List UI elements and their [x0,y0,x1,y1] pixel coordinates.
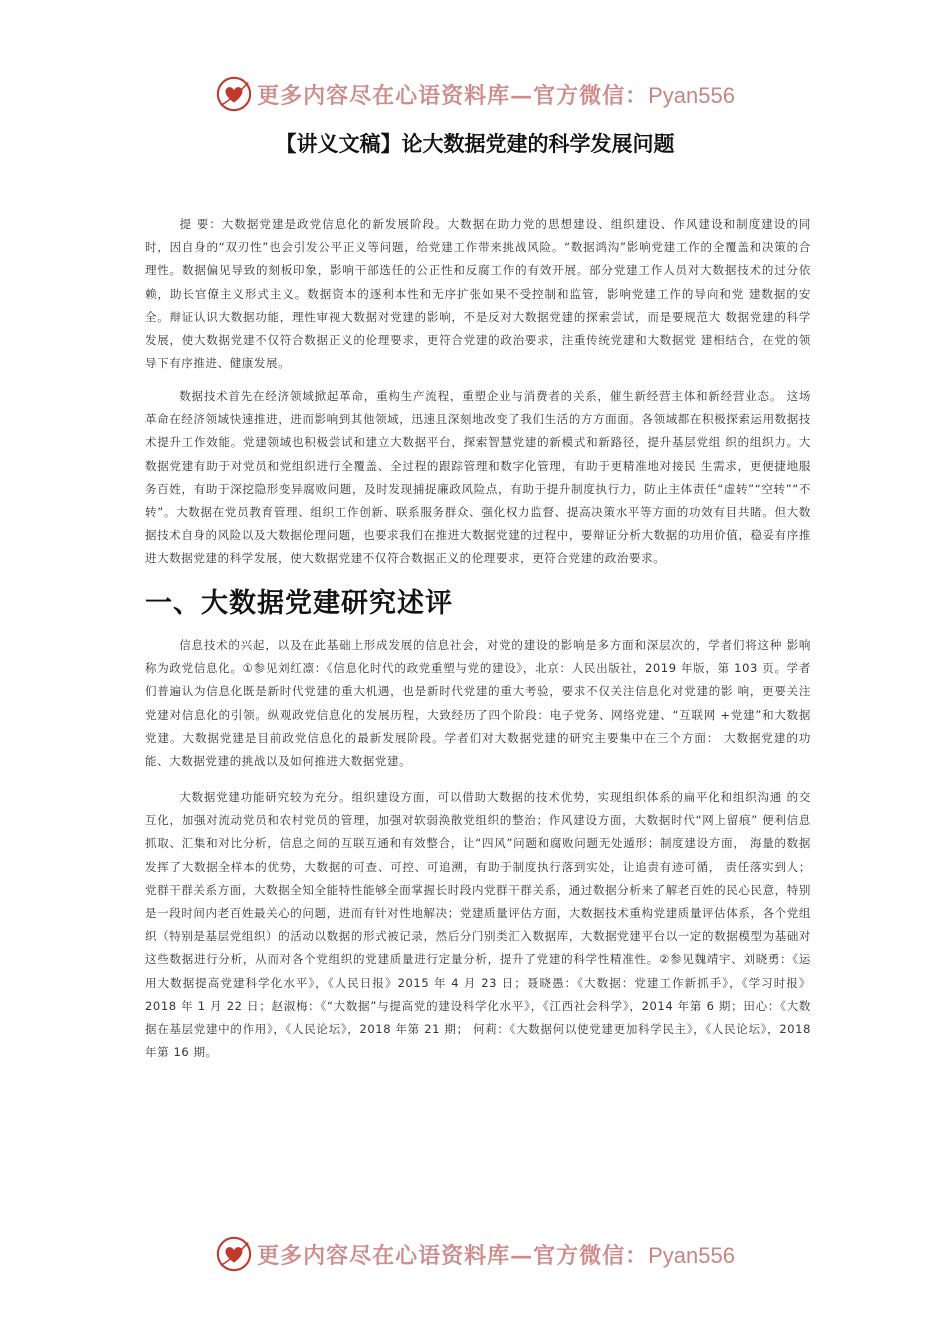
section-heading: 一、大数据党建研究述评 [145,588,453,619]
wechat-id: Pyan556 [648,82,735,108]
watermark-text: 更多内容尽在心语资料库—官方微信：Pyan556 [257,82,735,109]
heart-logo-icon [215,1235,253,1273]
watermark-text: 更多内容尽在心语资料库—官方微信：Pyan556 [257,1242,735,1269]
intro-paragraph: 数据技术首先在经济领域掀起革命，重构生产流程，重塑企业与消费者的关系，催生新经营主体和新经营业态。 这场革命在经济领域快速推进，进而影响到其他领域，迅速且深刻地改变了我们生活的方方面面。各领域都在积极探索运用数据技术提升工作效能。党建领域也积极尝试和建立大数据平台，探索智慧党建的新模式和新路径，提升基层党组 织的组织力。大数据党建有助于对党员和党组织进行全覆盖、全过程的跟踪管理和数字化管理，有助于更精准地对接民 生需求，更便捷地服务百姓，有助于深挖隐形变异腐败问题，及时发现捕捉廉政风险点，有助于提升制度执行力，防止主体责任“虚转”“空转”“不转”。大数据在党员教育管理、组织工作创新、联系服务群众、强化权力监督、提高决策水平等方面的功效有目共睹。但大数据技术自身的风险以及大数据伦理问题，也要求我们在推进大数据党建的过程中，要辩证分析大数据的功用价值，稳妥有序推进大数据党建的科学发展，使大数据党建不仅符合数据正义的伦理要求，更符合党建的政治要求。 [145,389,811,566]
section-paragraph-2: 大数据党建功能研究较为充分。组织建设方面，可以借助大数据的技术优势，实现组织体系的扁平化和组织沟通 的交互化，加强对流动党员和农村党员的管理，加强对软弱涣散党组织的整治；作风建设方面，大数据时代“网上留痕” 便利信息抓取、汇集和对比分析，信息之间的互联互通和有效整合，让“四风”问题和腐败问题无处遁形；制度建设方面， 海量的数据发挥了大数据全样本的优势，大数据的可查、可控、可追溯，有助于制度执行落到实处，让追责有迹可循， 责任落实到人；党群干群关系方面，大数据全知全能特性能够全面掌握长时段内党群干群关系，通过数据分析来了解老百姓的民心民意，特别是一段时间内老百姓最关心的问题，进而有针对性地解决；党建质量评估方面，大数据技术重构党建质量评估体系，各个党组织（特别是基层党组织）的活动以数据的形式被记录，然后分门别类汇入数据库，大数据党建平台以一定的数据模型为基础对这些数据进行分析，从而对各个党组织的党建质量进行定量分析，提升了党建的科学性精准性。②参见魏靖宇、刘晓勇：《运用大数据提高党建科学化水平》，《人民日报》2015 年 4 月 23 日；聂晓愚：《大数据：党建工作新抓手》，《学习时报》2018 年 1 月 22 日；赵淑梅：《“大数据”与提高党的建设科学化水平》，《江西社会科学》，2014 年第 6 期；田心：《大数据在基层党建中的作用》，《人民论坛》，2018 年第 21 期； 何莉：《大数据何以使党建更加科学民主》，《人民论坛》，2018 年第 16 期。 [145,790,811,1060]
watermark-banner-bottom [0,1232,950,1276]
watermark-banner-top [0,72,950,116]
abstract-paragraph: 提 要：大数据党建是政党信息化的新发展阶段。大数据在助力党的思想建设、组织建设、作风建设和制度建设的同时，因自身的“双刃性”也会引发公平正义等问题，给党建工作带来挑战风险。“数据鸿沟”影响党建工作的全覆盖和决策的合理性。数据偏见导致的刻板印象，影响干部选任的公正性和反腐工作的有效开展。部分党建工作人员对大数据技术的过分依赖，助长官僚主义形式主义。数据资本的逐利本性和无序扩张如果不受控制和监管，影响党建工作的导向和党 建数据的安全。辩证认识大数据功能，理性审视大数据对党建的影响，不是反对大数据党建的探索尝试，而是要规范大 数据党建的科学发展，使大数据党建不仅符合数据正义的伦理要求，更符合党建的政治要求，注重传统党建和大数据党 建相结合，在党的领导下有序推进、健康发展。 [145,217,811,371]
document-title: 【讲义文稿】论大数据党建的科学发展问题 [275,132,675,156]
heart-logo-icon [215,75,253,113]
wechat-id: Pyan556 [648,1242,735,1268]
section-paragraph-1: 信息技术的兴起，以及在此基础上形成发展的信息社会，对党的建设的影响是多方面和深层次的，学者们将这种 影响称为政党信息化。①参见刘红凛：《信息化时代的政党重塑与党的建设》，北京：人民出版社，2019 年版，第 103 页。学者们普遍认为信息化既是新时代党建的重大机遇，也是新时代党建的重大考验，要求不仅关注信息化对党建的影 响，更要关注党建对信息化的引领。纵观政党信息化的发展历程，大致经历了四个阶段：电子党务、网络党建、“互联网 +党建”和大数据党建。大数据党建是目前政党信息化的最新发展阶段。学者们对大数据党建的研究主要集中在三个方面： 大数据党建的功能、大数据党建的挑战以及如何推进大数据党建。 [145,638,811,769]
